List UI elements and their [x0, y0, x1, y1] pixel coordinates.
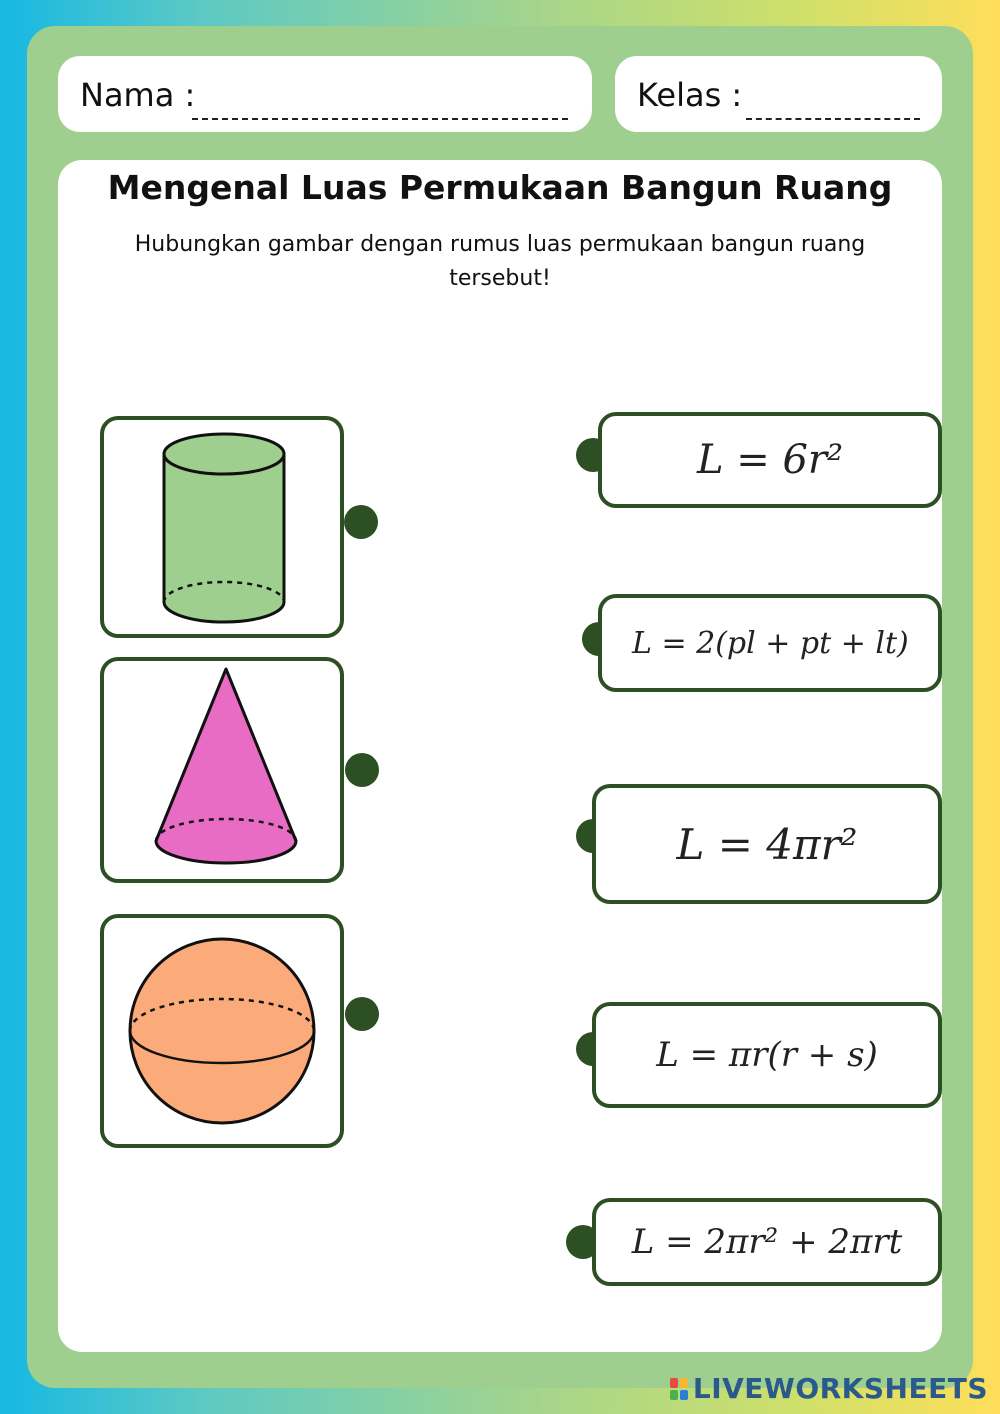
name-label: Nama : — [80, 76, 196, 114]
formula-text: L = 2(pl + pt + lt) — [632, 625, 909, 661]
formula-option-card[interactable] — [592, 1002, 942, 1108]
liveworksheets-icon — [670, 1378, 688, 1400]
cylinder-connector-dot[interactable] — [344, 505, 378, 539]
formula-option-card[interactable] — [598, 412, 942, 508]
cylinder-card — [100, 416, 344, 638]
formula-option-card[interactable] — [598, 594, 942, 692]
formula-text: L = 2πr² + 2πrt — [631, 1222, 903, 1262]
cylinder-icon — [104, 420, 340, 634]
formula-option-card[interactable] — [592, 784, 942, 904]
liveworksheets-logo — [670, 1372, 988, 1405]
formula-text: L = πr(r + s) — [656, 1035, 878, 1075]
formula-option-card[interactable] — [592, 1198, 942, 1286]
sphere-connector-dot[interactable] — [345, 997, 379, 1031]
sphere-icon — [104, 918, 340, 1144]
cone-connector-dot[interactable] — [345, 753, 379, 787]
cone-card — [100, 657, 344, 883]
class-label: Kelas : — [637, 76, 743, 114]
formula-text: L = 6r² — [696, 437, 844, 483]
liveworksheets-wordmark: LIVEWORKSHEETS — [692, 1372, 988, 1405]
worksheet-instruction: Hubungkan gambar dengan rumus luas permukaan bangun ruang tersebut! — [134, 232, 866, 291]
name-input-line[interactable] — [192, 118, 568, 120]
sphere-card — [100, 914, 344, 1148]
class-input-line[interactable] — [746, 118, 920, 120]
worksheet-title: Mengenal Luas Permukaan Bangun Ruang — [107, 168, 893, 207]
formula-text: L = 4πr² — [676, 819, 858, 869]
cone-icon — [104, 661, 340, 879]
